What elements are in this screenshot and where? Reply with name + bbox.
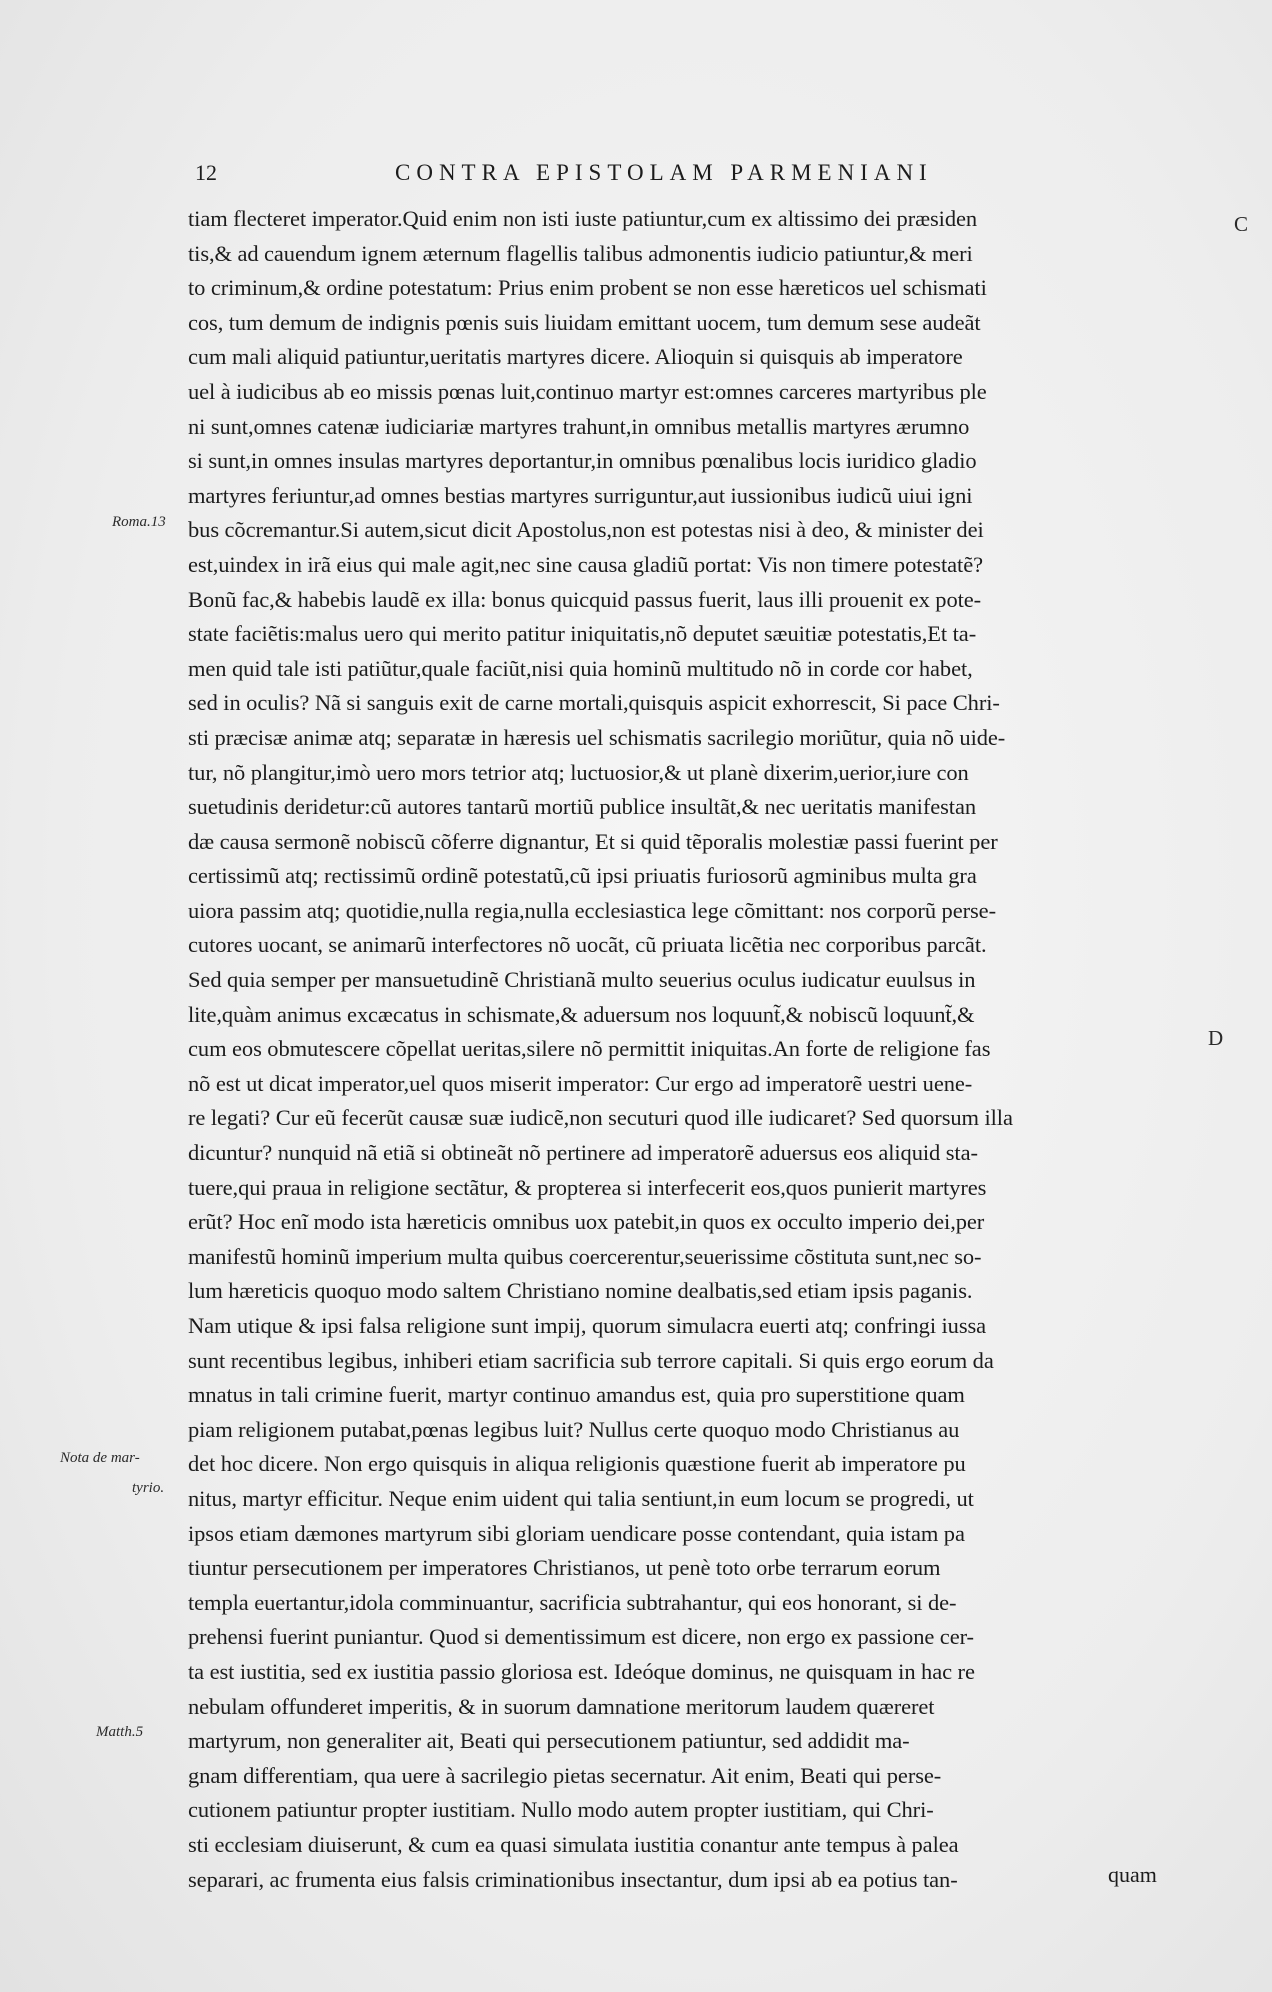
section-letter-d: D <box>1208 1026 1224 1050</box>
text-line: dæ causa sermonẽ nobiscũ cõferre dignantur, Et si quid tẽporalis molestiæ passi fuerint per <box>188 828 998 854</box>
text-line: nitus, martyr efficitur. Neque enim uident qui talia sentiunt,in eum locum se progredi, ut <box>188 1485 974 1511</box>
text-line: erũt? Hoc enĩ modo ista hæreticis omnibus uox patebit,in quos ex occulto imperio dei,per <box>188 1209 985 1235</box>
section-letter-c: C <box>1234 212 1249 236</box>
text-line: manifestũ hominũ imperium multa quibus coercerentur,seuerissime cõstituta sunt,nec so- <box>188 1243 982 1269</box>
text-line: est,uindex in irã eius qui male agit,nec sine causa gladiũ portat: Vis non timere potestatẽ? <box>188 551 984 577</box>
text-line: piam religionem putabat,pœnas legibus luit? Nullus certe quoquo modo Christianus au <box>188 1416 960 1442</box>
text-line: Nam utique & ipsi falsa religione sunt impij, quorum simulacra euerti atq; confringi iussa <box>188 1313 987 1338</box>
text-line: si sunt,in omnes insulas martyres deportantur,in omnibus pœnalibus locis iuridico gladio <box>188 448 977 474</box>
text-line: sti ecclesiam diuiserunt, & cum ea quasi simulata iustitia conantur ante tempus à palea <box>188 1831 959 1857</box>
text-line: ipsos etiam dæmones martyrum sibi gloriam uendicare posse contendant, quia istam pa <box>188 1520 965 1546</box>
text-line: dicuntur? nunquid nã etiã si obtineãt nõ pertinere ad imperatorẽ aduersus eos aliquid sta- <box>188 1140 978 1166</box>
text-line: martyres feriuntur,ad omnes bestias martyres surriguntur,aut iussionibus iudicũ uiui igni <box>188 482 973 508</box>
page-number: 12 <box>195 160 217 185</box>
text-line: templa euertantur,idola comminuantur, sacrificia subtrahantur, qui eos honorant, si de- <box>188 1589 957 1615</box>
running-title: CONTRA EPISTOLAM PARMENIANI <box>395 160 933 185</box>
text-line: sti præcisæ animæ atq; separatæ in hæresis uel schismatis sacrilegio moriũtur, quia nõ uide- <box>188 724 1006 750</box>
text-line: lum hæreticis quoquo modo saltem Christiano nomine dealbatis,sed etiam ipsis paganis. <box>188 1278 973 1304</box>
text-line: nebulam offunderet imperitis, & in suorum damnatione meritorum laudem quæreret <box>188 1693 935 1719</box>
body-text <box>188 202 1196 1897</box>
text-line: re legati? Cur eũ fecerũt causæ suæ iudicẽ,non secuturi quod ille iudicaret? Sed quorsum illa <box>188 1105 1013 1131</box>
text-line: ta est iustitia, sed ex iustitia passio gloriosa est. Ideóque dominus, ne quisquam in hac re <box>188 1658 975 1684</box>
text-line: to criminum,& ordine potestatum: Prius enim probent se non esse hæreticos uel schismati <box>188 275 987 301</box>
text-line: gnam differentiam, qua uere à sacrilegio pietas secernatur. Ait enim, Beati qui perse- <box>188 1762 942 1788</box>
text-line: mnatus in tali crimine fuerit, martyr continuo amandus est, quia pro superstitione quam <box>188 1382 965 1408</box>
text-line: cum mali aliquid patiuntur,ueritatis martyres dicere. Alioquin si quisquis ab imperatore <box>188 344 963 370</box>
text-line: bus cõcremantur.Si autem,sicut dicit Apostolus,non est potestas nisi à deo, & minister dei <box>188 517 984 543</box>
text-line: nõ est ut dicat imperator,uel quos miserit imperator: Cur ergo ad imperatorẽ uestri uene- <box>188 1070 973 1096</box>
text-line: sed in oculis? Nã si sanguis exit de carne mortali,quisquis aspicit exhorrescit, Si pace Chri- <box>188 690 1000 716</box>
margin-note-nota-2: tyrio. <box>132 1480 165 1496</box>
text-line: uel à iudicibus ab eo missis pœnas luit,continuo martyr est:omnes carceres martyribus ple <box>188 378 987 404</box>
text-line: uiora passim atq; quotidie,nulla regia,nulla ecclesiastica lege cõmittant: nos corporũ perse- <box>188 897 996 923</box>
text-line: ni sunt,omnes catenæ iudiciariæ martyres trahunt,in omnibus metallis martyres ærumno <box>188 413 970 439</box>
running-head <box>195 160 1085 194</box>
text-line: tuere,qui praua in religione sectãtur, & propterea si interfecerit eos,quos punierit martyres <box>188 1174 987 1200</box>
text-line: martyrum, non generaliter ait, Beati qui persecutionem patiuntur, sed addidit ma- <box>188 1728 910 1754</box>
margin-note-nota-1: Nota de mar- <box>60 1450 140 1466</box>
text-line: cum eos obmutescere cõpellat ueritas,silere nõ permittit iniquitas.An forte de religione fas <box>188 1036 991 1062</box>
text-line: Sed quia semper per mansuetudinẽ Christianã multo seuerius oculus iudicatur euulsus in <box>188 967 976 993</box>
text-line: men quid tale isti patiũtur,quale faciũt,nisi quia hominũ multitudo nõ in corde cor habet, <box>188 655 973 681</box>
text-line: cutores uocant, se animarũ interfectores nõ uocãt, cũ priuata licẽtia nec corporibus parcãt. <box>188 932 987 958</box>
text-line: separari, ac frumenta eius falsis criminationibus insectantur, dum ipsi ab ea potius tan- <box>188 1866 958 1892</box>
text-line: tiam flecteret imperator.Quid enim non isti iuste patiuntur,cum ex altissimo dei præsiden <box>188 206 978 231</box>
catchword: quam <box>1108 1862 1157 1887</box>
text-line: state faciẽtis:malus uero qui merito patitur iniquitatis,nõ deputet sæuitiæ potestatis,Et ta- <box>188 621 977 647</box>
text-line: sunt recentibus legibus, inhiberi etiam sacrificia sub terrore capitali. Si quis ergo eorum da <box>188 1347 994 1373</box>
margin-note-roma: Roma.13 <box>112 514 166 530</box>
text-line: det hoc dicere. Non ergo quisquis in aliqua religionis quæstione fuerit ab imperatore pu <box>188 1451 966 1477</box>
text-line: certissimũ atq; rectissimũ ordinẽ potestatũ,cũ ipsi priuatis furiosorũ agminibus multa gra <box>188 863 977 889</box>
text-line: tur, nõ plangitur,imò uero mors tetrior atq; luctuosior,& ut planè dixerim,uerior,iure con <box>188 759 969 785</box>
text-line: tiuntur persecutionem per imperatores Christianos, ut penè toto orbe terrarum eorum <box>188 1555 941 1581</box>
text-line: lite,quàm animus excæcatus in schismate,& aduersum nos loquunt̃,& nobiscũ loquunt̃,& <box>188 1001 975 1027</box>
text-line: suetudinis deridetur:cũ autores tantarũ mortiũ publice insultãt,& nec ueritatis manifestan <box>188 794 977 820</box>
text-line: cutionem patiuntur propter iustitiam. Nullo modo autem propter iustitiam, qui Chri- <box>188 1797 934 1823</box>
margin-note-matth: Matth.5 <box>96 1724 144 1740</box>
text-line: prehensi fuerint puniantur. Quod si dementissimum est dicere, non ergo ex passione cer- <box>188 1624 974 1650</box>
text-line: tis,& ad cauendum ignem æternum flagellis talibus admonentis iudicio patiuntur,& meri <box>188 240 973 266</box>
text-line: Bonũ fac,& habebis laudẽ ex illa: bonus quicquid passus fuerit, laus illi prouenit ex pote- <box>188 586 982 612</box>
text-line: cos, tum demum de indignis pœnis suis liuidam emittant uocem, tum demum sese audeãt <box>188 309 981 335</box>
